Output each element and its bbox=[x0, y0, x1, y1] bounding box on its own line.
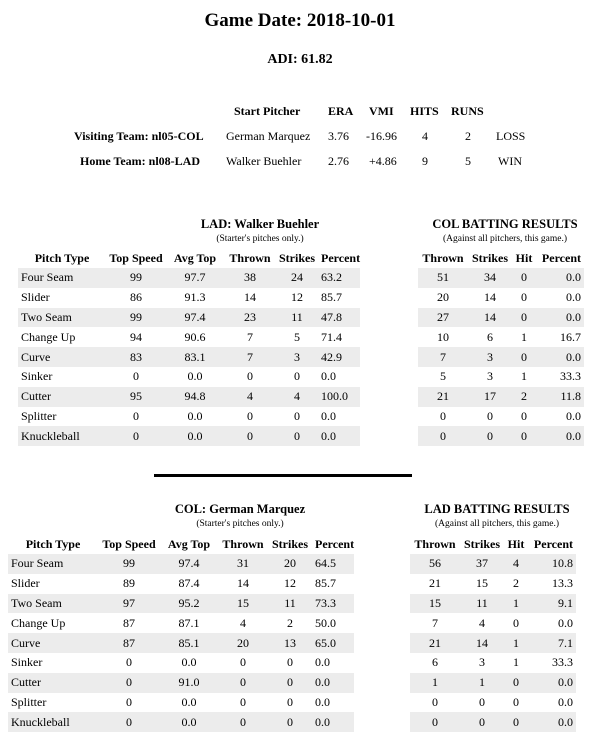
table-row bbox=[410, 594, 576, 614]
batting-section-title: LAD BATTING RESULTS bbox=[424, 502, 570, 516]
batting-section-subtitle: (Against all pitchers, this game.) bbox=[435, 519, 559, 529]
table-cell: 20 bbox=[268, 554, 312, 574]
summary-header-era: ERA bbox=[328, 104, 354, 118]
col-header-hit: Hit bbox=[515, 250, 533, 265]
table-cell: 13.3 bbox=[552, 576, 573, 591]
table-cell: 3 bbox=[487, 369, 493, 384]
table-cell: 0 bbox=[513, 615, 519, 630]
table-cell: 97.4 bbox=[160, 554, 218, 574]
table-cell: 0 bbox=[432, 694, 438, 709]
pitcher-section-subtitle: (Starter's pitches only.) bbox=[196, 519, 284, 529]
table-cell: Slider bbox=[21, 290, 50, 305]
col-header-percent: Percent bbox=[533, 536, 573, 551]
table-cell: 4 bbox=[224, 387, 276, 407]
table-cell: 38 bbox=[224, 268, 276, 288]
table-cell: 87 bbox=[98, 633, 160, 653]
table-cell: 21 bbox=[410, 633, 460, 653]
table-cell: 0 bbox=[504, 712, 528, 732]
table-row bbox=[418, 387, 584, 407]
table-cell: Knuckleball bbox=[8, 712, 98, 732]
table-cell: 2 bbox=[513, 576, 519, 591]
table-cell: Two Seam bbox=[8, 594, 98, 614]
table-cell: 20 bbox=[218, 633, 268, 653]
table-cell: 0.0 bbox=[321, 408, 336, 423]
batting-results-table bbox=[418, 248, 584, 446]
table-cell: 95 bbox=[106, 387, 166, 407]
table-row bbox=[410, 613, 576, 633]
table-cell: 14 bbox=[484, 290, 496, 305]
table-row bbox=[18, 268, 360, 288]
table-cell: 37 bbox=[460, 554, 504, 574]
table-cell: 0.0 bbox=[528, 673, 576, 693]
table-row bbox=[18, 367, 360, 387]
table-row bbox=[18, 347, 360, 367]
table-cell: 20 bbox=[437, 290, 449, 305]
table-cell: 0 bbox=[294, 369, 300, 384]
table-cell: 0.0 bbox=[312, 673, 354, 693]
table-cell: Sinker bbox=[11, 655, 43, 670]
table-header-row bbox=[410, 534, 576, 554]
col-header-thrown: Thrown bbox=[222, 536, 264, 551]
table-cell: 0 bbox=[224, 426, 276, 446]
table-cell: 0 bbox=[521, 408, 527, 423]
table-cell: 27 bbox=[418, 308, 468, 328]
table-cell: Four Seam bbox=[18, 268, 106, 288]
table-cell: 33.3 bbox=[552, 655, 573, 670]
table-cell: 7.1 bbox=[528, 633, 576, 653]
table-cell: 1 bbox=[504, 633, 528, 653]
table-cell: 71.4 bbox=[321, 329, 342, 344]
col-header-pitch-type: Pitch Type bbox=[34, 250, 90, 265]
table-cell: 56 bbox=[410, 554, 460, 574]
table-cell: 0 bbox=[268, 673, 312, 693]
col-header-thrown: Thrown bbox=[414, 536, 456, 551]
table-cell: 0 bbox=[287, 655, 293, 670]
table-cell: 87 bbox=[123, 615, 135, 630]
table-cell: 10 bbox=[437, 329, 449, 344]
table-cell: 21 bbox=[418, 387, 468, 407]
table-cell: 9.1 bbox=[528, 594, 576, 614]
table-cell: Change Up bbox=[11, 615, 66, 630]
table-cell: 11 bbox=[268, 594, 312, 614]
table-cell: 65.0 bbox=[312, 633, 354, 653]
table-cell: 99 bbox=[98, 554, 160, 574]
table-cell: 0 bbox=[133, 408, 139, 423]
col-header-top-speed: Top Speed bbox=[109, 250, 163, 265]
table-cell: 0 bbox=[240, 694, 246, 709]
table-cell: 12 bbox=[284, 576, 296, 591]
table-cell: 0 bbox=[240, 655, 246, 670]
table-cell: 0.0 bbox=[528, 712, 576, 732]
visiting-pitcher: German Marquez bbox=[226, 129, 311, 143]
table-cell: 97.4 bbox=[166, 308, 224, 328]
table-cell: Knuckleball bbox=[18, 426, 106, 446]
table-cell: Change Up bbox=[21, 329, 76, 344]
table-row bbox=[418, 407, 584, 427]
table-row bbox=[410, 633, 576, 653]
visiting-runs: 2 bbox=[465, 129, 471, 143]
table-cell: 94.8 bbox=[166, 387, 224, 407]
table-row bbox=[18, 407, 360, 427]
table-cell: 13 bbox=[268, 633, 312, 653]
table-cell: 0 bbox=[460, 712, 504, 732]
col-header-hit: Hit bbox=[507, 536, 525, 551]
table-cell: 85.1 bbox=[160, 633, 218, 653]
col-header-strikes: Strikes bbox=[464, 536, 500, 551]
table-cell: 0.0 bbox=[558, 694, 573, 709]
table-cell: 0 bbox=[218, 673, 268, 693]
table-cell: 31 bbox=[218, 554, 268, 574]
table-cell: 95.2 bbox=[160, 594, 218, 614]
table-cell: 83.1 bbox=[166, 347, 224, 367]
visiting-hits: 4 bbox=[422, 129, 428, 143]
table-cell: 63.2 bbox=[318, 268, 360, 288]
table-cell: Two Seam bbox=[18, 308, 106, 328]
table-cell: 0 bbox=[487, 408, 493, 423]
table-cell: 0 bbox=[512, 308, 536, 328]
table-cell: 0.0 bbox=[181, 655, 197, 670]
table-cell: 11 bbox=[276, 308, 318, 328]
table-cell: 11 bbox=[460, 594, 504, 614]
table-cell: 0 bbox=[126, 694, 132, 709]
table-row bbox=[8, 574, 354, 594]
table-cell: 0 bbox=[126, 655, 132, 670]
table-cell: Splitter bbox=[21, 408, 57, 423]
table-cell: 1 bbox=[504, 594, 528, 614]
home-result: WIN bbox=[498, 154, 522, 168]
table-row bbox=[18, 426, 360, 446]
table-row bbox=[18, 327, 360, 347]
col-header-strikes: Strikes bbox=[279, 250, 315, 265]
table-cell: 17 bbox=[468, 387, 512, 407]
table-cell: 0 bbox=[98, 712, 160, 732]
table-cell: 3 bbox=[468, 347, 512, 367]
table-cell: 0 bbox=[418, 426, 468, 446]
col-header-strikes: Strikes bbox=[272, 536, 308, 551]
table-cell: 0.0 bbox=[558, 615, 573, 630]
table-cell: 0 bbox=[294, 408, 300, 423]
table-cell: 15 bbox=[410, 594, 460, 614]
table-cell: Sinker bbox=[21, 369, 53, 384]
table-cell: 5 bbox=[294, 329, 300, 344]
table-cell: 1 bbox=[460, 673, 504, 693]
table-row bbox=[418, 327, 584, 347]
table-cell: 0.0 bbox=[321, 369, 336, 384]
table-row bbox=[410, 653, 576, 673]
table-cell: 47.8 bbox=[318, 308, 360, 328]
table-cell: 0.0 bbox=[536, 308, 584, 328]
table-cell: 0.0 bbox=[181, 694, 197, 709]
table-cell: 34 bbox=[468, 268, 512, 288]
table-cell: 10.8 bbox=[528, 554, 576, 574]
table-cell: 0.0 bbox=[166, 426, 224, 446]
table-row bbox=[8, 712, 354, 732]
table-cell: Slider bbox=[11, 576, 40, 591]
table-cell: 0 bbox=[268, 712, 312, 732]
table-row bbox=[18, 288, 360, 308]
table-cell: 97 bbox=[98, 594, 160, 614]
visiting-result: LOSS bbox=[496, 129, 526, 143]
col-header-thrown: Thrown bbox=[422, 250, 464, 265]
table-cell: 83 bbox=[106, 347, 166, 367]
table-cell: 73.3 bbox=[312, 594, 354, 614]
table-cell: 14 bbox=[460, 633, 504, 653]
table-cell: Cutter bbox=[18, 387, 106, 407]
col-header-percent: Percent bbox=[321, 250, 361, 265]
table-cell: 24 bbox=[276, 268, 318, 288]
table-cell: 87.1 bbox=[178, 615, 200, 630]
table-cell: 4 bbox=[276, 387, 318, 407]
table-cell: Curve bbox=[18, 347, 106, 367]
section-divider bbox=[154, 474, 412, 477]
table-row bbox=[18, 387, 360, 407]
table-cell: 0 bbox=[133, 369, 139, 384]
table-cell: 0.0 bbox=[566, 290, 581, 305]
home-pitcher: Walker Buehler bbox=[226, 154, 302, 168]
table-cell: 0 bbox=[468, 426, 512, 446]
table-cell: 21 bbox=[429, 576, 441, 591]
col-header-thrown: Thrown bbox=[229, 250, 271, 265]
pitcher-section-title: COL: German Marquez bbox=[174, 502, 306, 516]
home-runs: 5 bbox=[465, 154, 471, 168]
table-cell: 0.0 bbox=[536, 347, 584, 367]
summary-header-start-pitcher: Start Pitcher bbox=[234, 104, 301, 118]
table-cell: 50.0 bbox=[315, 615, 336, 630]
table-cell: 12 bbox=[291, 290, 303, 305]
table-cell: 85.7 bbox=[321, 290, 342, 305]
table-cell: 0.0 bbox=[536, 268, 584, 288]
home-vmi: +4.86 bbox=[369, 154, 397, 168]
table-cell: 0 bbox=[512, 426, 536, 446]
col-header-pitch-type: Pitch Type bbox=[25, 536, 81, 551]
table-cell: 99 bbox=[106, 308, 166, 328]
table-cell: 1 bbox=[521, 329, 527, 344]
table-cell: 0 bbox=[218, 712, 268, 732]
table-cell: 0 bbox=[512, 347, 536, 367]
table-header-row bbox=[18, 248, 360, 268]
table-cell: 1 bbox=[410, 673, 460, 693]
table-row bbox=[410, 554, 576, 574]
table-cell: 0 bbox=[106, 426, 166, 446]
home-hits: 9 bbox=[422, 154, 428, 168]
table-cell: 23 bbox=[224, 308, 276, 328]
col-header-percent: Percent bbox=[541, 250, 581, 265]
col-header-percent: Percent bbox=[315, 536, 355, 551]
table-row bbox=[8, 673, 354, 693]
table-cell: 14 bbox=[468, 308, 512, 328]
table-cell: 0.0 bbox=[312, 712, 354, 732]
table-cell: 0 bbox=[479, 694, 485, 709]
table-cell: 0.0 bbox=[187, 408, 203, 423]
table-cell: 0.0 bbox=[315, 694, 330, 709]
table-cell: 0 bbox=[504, 673, 528, 693]
table-cell: 11.8 bbox=[536, 387, 584, 407]
table-cell: 14 bbox=[237, 576, 249, 591]
summary-header-runs: RUNS bbox=[451, 104, 484, 118]
table-cell: 1 bbox=[521, 369, 527, 384]
adi-value: ADI: 61.82 bbox=[267, 52, 333, 67]
table-cell: 0 bbox=[98, 673, 160, 693]
table-cell: 0 bbox=[512, 268, 536, 288]
table-cell: 0 bbox=[410, 712, 460, 732]
table-cell: 0 bbox=[247, 369, 253, 384]
summary-header-vmi: VMI bbox=[369, 104, 394, 118]
table-cell: 89 bbox=[123, 576, 135, 591]
table-cell: 99 bbox=[106, 268, 166, 288]
table-cell: Splitter bbox=[11, 694, 47, 709]
table-cell: 0 bbox=[287, 694, 293, 709]
table-cell: 5 bbox=[440, 369, 446, 384]
table-cell: 0.0 bbox=[315, 655, 330, 670]
table-cell: 0.0 bbox=[160, 712, 218, 732]
visiting-era: 3.76 bbox=[328, 129, 349, 143]
page-title: Game Date: 2018-10-01 bbox=[204, 10, 396, 31]
table-cell: 0.0 bbox=[536, 426, 584, 446]
table-cell: 94 bbox=[130, 329, 142, 344]
batting-results-table bbox=[410, 534, 576, 732]
table-cell: 91.0 bbox=[160, 673, 218, 693]
table-row bbox=[418, 308, 584, 328]
table-cell: 1 bbox=[513, 655, 519, 670]
col-header-avg-top: Avg Top bbox=[167, 536, 211, 551]
table-row bbox=[410, 712, 576, 732]
home-era: 2.76 bbox=[328, 154, 349, 168]
table-cell: 0 bbox=[440, 408, 446, 423]
table-cell: 15 bbox=[476, 576, 488, 591]
table-row bbox=[410, 693, 576, 713]
table-cell: 0.0 bbox=[318, 426, 360, 446]
table-cell: 91.3 bbox=[184, 290, 206, 305]
table-cell: 90.6 bbox=[184, 329, 206, 344]
table-row bbox=[8, 554, 354, 574]
table-cell: 4 bbox=[479, 615, 485, 630]
table-row bbox=[418, 268, 584, 288]
table-cell: 0 bbox=[513, 694, 519, 709]
table-cell: 0.0 bbox=[566, 408, 581, 423]
table-row bbox=[8, 653, 354, 673]
table-cell: 100.0 bbox=[318, 387, 360, 407]
table-cell: 3 bbox=[479, 655, 485, 670]
table-cell: 2 bbox=[287, 615, 293, 630]
pitcher-section-title: LAD: Walker Buehler bbox=[200, 217, 320, 231]
pitch-type-table bbox=[18, 248, 360, 446]
table-cell: 85.7 bbox=[315, 576, 336, 591]
table-row bbox=[8, 633, 354, 653]
table-cell: 6 bbox=[432, 655, 438, 670]
table-cell: Four Seam bbox=[8, 554, 98, 574]
table-row bbox=[418, 347, 584, 367]
table-cell: 0.0 bbox=[187, 369, 203, 384]
table-cell: Curve bbox=[8, 633, 98, 653]
table-row bbox=[418, 426, 584, 446]
pitcher-section-subtitle: (Starter's pitches only.) bbox=[216, 234, 304, 244]
table-row bbox=[8, 613, 354, 633]
pitch-type-table bbox=[8, 534, 354, 732]
table-cell: 0 bbox=[521, 290, 527, 305]
table-cell: 7 bbox=[418, 347, 468, 367]
visiting-vmi: -16.96 bbox=[366, 129, 397, 143]
batting-section-title: COL BATTING RESULTS bbox=[432, 217, 578, 231]
table-cell: Cutter bbox=[8, 673, 98, 693]
table-cell: 14 bbox=[244, 290, 256, 305]
col-header-strikes: Strikes bbox=[472, 250, 508, 265]
table-row bbox=[18, 308, 360, 328]
table-row bbox=[8, 693, 354, 713]
table-cell: 7 bbox=[247, 329, 253, 344]
table-row bbox=[418, 288, 584, 308]
summary-header-hits: HITS bbox=[410, 104, 439, 118]
table-row bbox=[410, 574, 576, 594]
col-header-top-speed: Top Speed bbox=[102, 536, 156, 551]
table-cell: 4 bbox=[504, 554, 528, 574]
col-header-avg-top: Avg Top bbox=[173, 250, 217, 265]
table-cell: 0 bbox=[247, 408, 253, 423]
table-cell: 16.7 bbox=[560, 329, 581, 344]
table-cell: 64.5 bbox=[312, 554, 354, 574]
table-header-row bbox=[418, 248, 584, 268]
table-cell: 7 bbox=[224, 347, 276, 367]
table-cell: 51 bbox=[418, 268, 468, 288]
table-cell: 33.3 bbox=[560, 369, 581, 384]
table-cell: 86 bbox=[130, 290, 142, 305]
table-cell: 42.9 bbox=[318, 347, 360, 367]
table-cell: 97.7 bbox=[166, 268, 224, 288]
batting-section-subtitle: (Against all pitchers, this game.) bbox=[443, 234, 567, 244]
table-cell: 6 bbox=[487, 329, 493, 344]
visiting-team-label: Visiting Team: nl05-COL bbox=[74, 129, 204, 143]
table-cell: 2 bbox=[512, 387, 536, 407]
table-cell: 4 bbox=[240, 615, 246, 630]
table-header-row bbox=[8, 534, 354, 554]
table-cell: 15 bbox=[218, 594, 268, 614]
table-cell: 0 bbox=[276, 426, 318, 446]
home-team-label: Home Team: nl08-LAD bbox=[80, 154, 200, 168]
table-row bbox=[8, 594, 354, 614]
table-row bbox=[410, 673, 576, 693]
table-cell: 3 bbox=[276, 347, 318, 367]
table-cell: 7 bbox=[432, 615, 438, 630]
table-row bbox=[418, 367, 584, 387]
table-cell: 87.4 bbox=[178, 576, 200, 591]
